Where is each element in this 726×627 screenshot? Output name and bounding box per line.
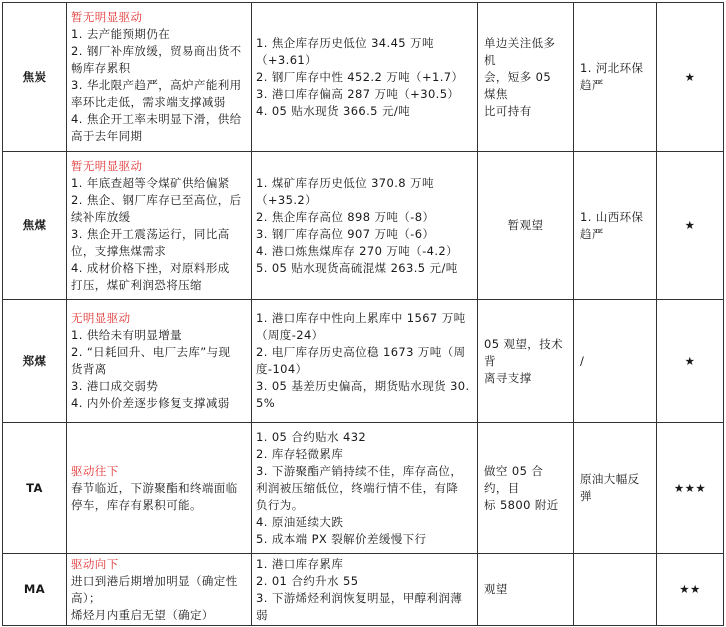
view-line: 05 观望，技术背 (484, 336, 563, 368)
view-line: 单边关注低多机 (484, 35, 556, 67)
driver-title: 暂无明显驱动 (71, 10, 143, 24)
data-line: 4. 原油延续大跌 (256, 514, 344, 529)
driver-cell (67, 423, 252, 554)
risk-line: / (580, 353, 585, 368)
driver-line: 位，支撑焦煤需求 (71, 243, 167, 258)
data-line: 2. 焦企库存高位 898 万吨（-8） (256, 209, 435, 224)
commodity-table (2, 2, 724, 626)
driver-title: 无明显驱动 (71, 311, 131, 325)
product-name: 焦煤 (3, 152, 67, 300)
driver-line: 打压，煤矿利润恐将压缩 (71, 277, 202, 292)
product-name: TA (3, 423, 67, 554)
driver-line: 1. 供给未有明显增量 (71, 328, 183, 342)
view-line: 会，短多 05 煤焦 (484, 69, 552, 101)
driver-line: 2. 焦企、钢厂库存已至高位，后 (71, 192, 242, 207)
data-line: 3. 下游烯烃利润恢复明显，甲醇利润薄 (256, 590, 463, 605)
driver-line: 停车，库存有累积可能。 (71, 497, 202, 512)
product-name: MA (3, 554, 67, 626)
view-cell (478, 152, 574, 300)
view-line: 比可持有 (484, 103, 532, 118)
risk-cell (574, 554, 657, 626)
risk-line: 1. 河北环保 (580, 61, 644, 75)
risk-cell (574, 152, 657, 300)
view-line: 暂观望 (507, 218, 544, 232)
data-line: 5. 05 贴水现货高硫混煤 263.5 元/吨 (256, 260, 458, 275)
driver-line: 续补库放缓 (71, 209, 131, 224)
driver-line: 1. 去产能预期仍在 (71, 27, 171, 41)
risk-line: 原油大幅反 (580, 472, 640, 486)
data-line: 2. 钢厂库存中性 452.2 万吨（+1.7） (256, 69, 464, 84)
risk-line: 趋严 (580, 226, 604, 241)
driver-line: 4. 焦企开工率未明显下滑，供给 (71, 112, 242, 126)
view-cell (478, 300, 574, 423)
view-line: 观望 (484, 582, 508, 596)
data-line: 4. 港口炼焦煤库存 270 万吨（-4.2） (256, 243, 459, 258)
data-cell (252, 554, 478, 626)
data-cell (252, 300, 478, 423)
data-line: 1. 05 合约贴水 432 (256, 429, 367, 444)
driver-line: 高于去年同期 (71, 129, 143, 143)
view-line: 做空 05 合约，目 (484, 463, 544, 495)
data-line: 度-104） (256, 362, 308, 376)
driver-line: 2. 钢厂补库放缓，贸易商出货不 (71, 44, 242, 58)
driver-line: 4. 内外价差逐步修复支撑减弱 (71, 396, 230, 410)
data-line: 1. 煤矿库存历史低位 370.8 万吨 (256, 175, 434, 190)
rating-stars: ★ (657, 152, 724, 300)
driver-line: 春节临近，下游聚酯和终端面临 (71, 480, 238, 495)
data-line: 1. 港口库存中性向上累库中 1567 万吨 (256, 311, 466, 325)
table-row (3, 554, 724, 626)
rating-stars: ★ (657, 300, 724, 423)
view-cell (478, 3, 574, 152)
risk-cell (574, 300, 657, 423)
table-row (3, 300, 724, 423)
data-line: 利润被压缩低位，终端行情不佳，有降 (256, 480, 459, 495)
product-name: 郑煤 (3, 300, 67, 423)
risk-line: 弹 (580, 489, 592, 503)
risk-line: 趋严 (580, 78, 604, 92)
data-line: 1. 港口库存累库 (256, 556, 344, 571)
view-cell (478, 423, 574, 554)
data-cell (252, 3, 478, 152)
driver-line: 2. “日耗回升、电厂去库”与现 (71, 345, 231, 359)
data-cell (252, 152, 478, 300)
driver-line: 3. 焦企开工震荡运行，同比高 (71, 226, 230, 241)
driver-line: 烯烃月内重启无望（确定） (71, 607, 214, 622)
driver-line: 进口到港后期增加明显（确定性 (71, 573, 238, 588)
data-line: 2. 电厂库存历史高位稳 1673 万吨（周 (256, 345, 466, 359)
data-line: 3. 05 基差历史偏高，期货贴水现货 30. (256, 379, 470, 393)
data-line: （+35.2） (256, 192, 318, 207)
driver-title: 驱动往下 (71, 463, 119, 478)
driver-line: 3. 华北限产趋严，高炉产能利用 (71, 78, 242, 92)
driver-title: 暂无明显驱动 (71, 158, 143, 173)
rating-stars: ★ (657, 3, 724, 152)
driver-line: 货背离 (71, 362, 107, 376)
view-line: 标 5800 附近 (484, 497, 559, 512)
driver-cell (67, 300, 252, 423)
rating-stars: ★★★ (657, 423, 724, 554)
table-row (3, 152, 724, 300)
product-name: 焦炭 (3, 3, 67, 152)
data-line: 2. 01 合约升水 55 (256, 573, 359, 588)
table-row (3, 3, 724, 152)
driver-title: 驱动向下 (71, 556, 119, 571)
data-line: 4. 05 贴水现货 366.5 元/吨 (256, 103, 411, 118)
data-line: 3. 港口库存偏高 287 万吨（+30.5） (256, 86, 460, 101)
data-cell (252, 423, 478, 554)
driver-line: 率环比走低，需求端支撑减弱 (71, 95, 226, 109)
driver-line: 1. 年底查超等令煤矿供给偏紧 (71, 175, 230, 190)
data-line: （周度-24） (256, 328, 324, 342)
view-line: 离寻支撑 (484, 370, 532, 385)
data-line: 3. 钢厂库存高位 907 万吨（-6） (256, 226, 435, 241)
data-line: 3. 下游聚酯产销持续不佳，库存高位， (256, 463, 463, 478)
driver-cell (67, 3, 252, 152)
driver-line: 4. 成材价格下挫，对原料形成 (71, 260, 230, 275)
driver-line: 3. 港口成交弱势 (71, 379, 159, 393)
rating-stars: ★★ (657, 554, 724, 626)
table-row (3, 423, 724, 554)
risk-cell (574, 3, 657, 152)
risk-cell (574, 423, 657, 554)
data-line: （+3.61） (256, 52, 318, 67)
driver-line: 高）； (71, 590, 101, 605)
data-line: 1. 焦企库存历史低位 34.45 万吨 (256, 35, 434, 50)
data-line: 弱 (256, 607, 268, 622)
driver-cell (67, 554, 252, 626)
data-line: 5. 成本端 PX 裂解价差缓慢下行 (256, 531, 427, 546)
data-line: 负行为。 (256, 497, 304, 512)
data-line: 5% (256, 396, 276, 410)
data-line: 2. 库存轻微累库 (256, 446, 344, 461)
driver-cell (67, 152, 252, 300)
risk-line: 1. 山西环保 (580, 209, 644, 224)
driver-line: 畅库存累积 (71, 61, 131, 75)
view-cell (478, 554, 574, 626)
